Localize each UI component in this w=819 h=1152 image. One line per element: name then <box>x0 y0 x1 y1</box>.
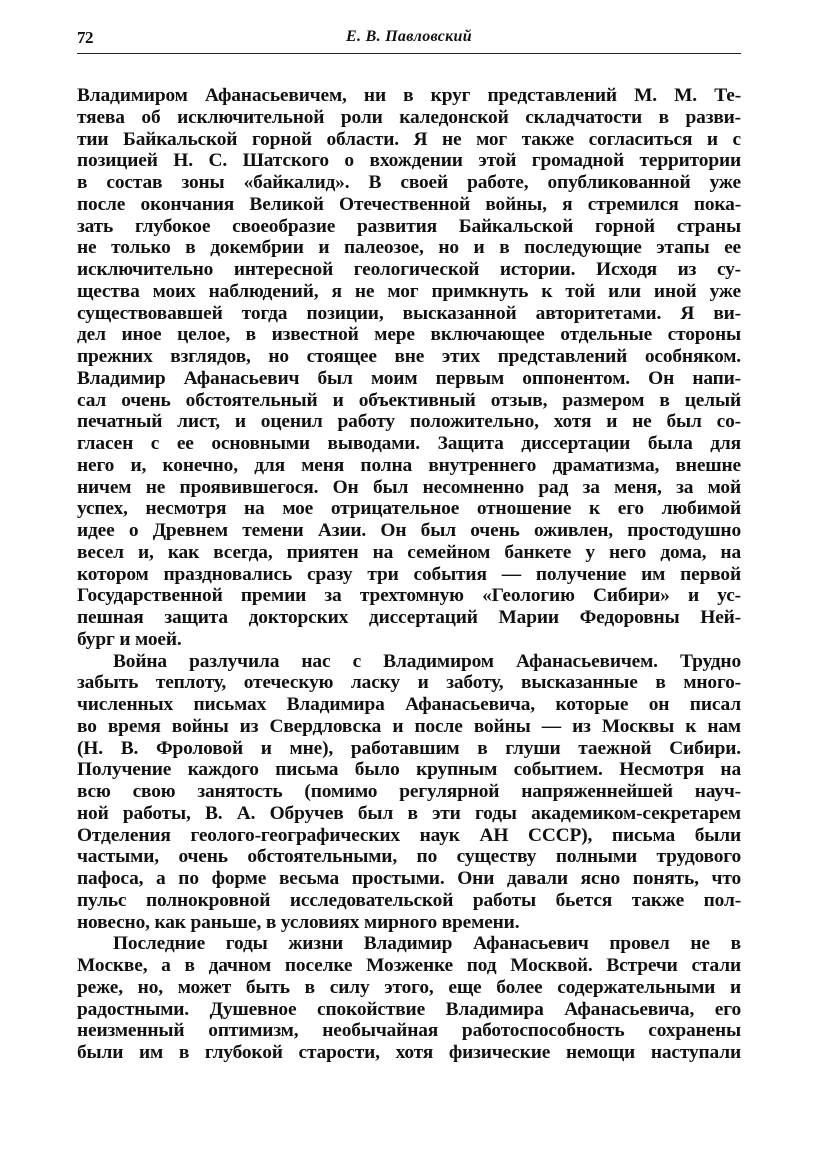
text-line: исключительно интересной геологической истории. Исходя из су- <box>77 259 741 280</box>
text-line: частыми, очень обстоятельными, по существу полными трудового <box>77 846 741 868</box>
text-line: зать глубокое своеобразие развития Байкальской горной страны <box>77 215 741 237</box>
text-line: пульс полнокровной исследовательской работы бьется также пол- <box>77 889 741 911</box>
text-line: были им в глубокой старости, хотя физические немощи наступали <box>77 1042 741 1063</box>
paragraph-3 <box>77 933 741 1064</box>
book-page <box>77 26 741 1063</box>
text-line: всю свою занятость (помимо регулярной напряженнейшей науч- <box>77 781 741 802</box>
text-line: Государственной премии за трехтомную «Геологию Сибири» и ус- <box>77 585 741 607</box>
header-rule <box>77 53 741 54</box>
page-number: 72 <box>77 28 93 47</box>
text-line: гласен с ее основными выводами. Защита диссертации была для <box>77 433 741 454</box>
text-line: тии Байкальской горной области. Я не мог также согласиться и с <box>77 128 741 150</box>
paragraph-2 <box>77 651 741 934</box>
text-line: Последние годы жизни Владимир Афанасьевич провел не в <box>113 933 741 955</box>
text-line: после окончания Великой Отечественной войны, я стремился пока- <box>77 193 741 215</box>
text-line: прежних взглядов, но стоящее вне этих представлений особняком. <box>77 346 741 367</box>
running-title-author: Е. В. Павловский <box>346 28 472 45</box>
text-line: Отделения геолого-географических наук АН СССР), письма были <box>77 824 741 846</box>
text-line: сал очень обстоятельный и объективный отзыв, размером в целый <box>77 389 741 411</box>
text-line: новесно, как раньше, в условиях мирного времени. <box>77 911 520 933</box>
paragraph-1 <box>77 85 741 651</box>
text-line: в состав зоны «байкалид». В своей работе, опубликованной уже <box>77 172 741 193</box>
text-line: не только в докембрии и палеозое, но и в последующие этапы ее <box>77 237 741 259</box>
text-line: котором праздновались сразу три события — получение им первой <box>77 563 741 585</box>
text-line: численных письмах Владимира Афанасьевича, которые он писал <box>77 694 741 715</box>
text-line: Война разлучила нас с Владимиром Афанасьевичем. Трудно <box>113 650 741 672</box>
text-line: пафоса, а по форме весьма простыми. Они давали ясно понять, что <box>77 868 741 889</box>
text-line: (Н. В. Фроловой и мне), работавшим в глуши таежной Сибири. <box>77 737 741 759</box>
text-line: щества моих наблюдений, я не мог примкнуть к той или иной уже <box>77 280 741 302</box>
text-line: бург и моей. <box>77 628 182 650</box>
text-line: Владимир Афанасьевич был моим первым оппонентом. Он напи- <box>77 367 741 389</box>
running-head <box>77 26 741 50</box>
text-line: Москве, а в дачном поселке Мозженке под Москвой. Встречи стали <box>77 955 741 976</box>
text-line: Получение каждого письма было крупным событием. Несмотря на <box>77 759 741 781</box>
text-line: него и, конечно, для меня полна внутреннего драматизма, внешне <box>77 454 741 476</box>
text-line: радостными. Душевное спокойствие Владимира Афанасьевича, его <box>77 998 741 1020</box>
text-line: дел иное целое, в известной мере включающее отдельные стороны <box>77 324 741 346</box>
text-line: забыть теплоту, отеческую ласку и заботу, высказанные в много- <box>77 672 741 694</box>
text-line: Владимиром Афанасьевичем, ни в круг представлений М. М. Те- <box>77 85 741 106</box>
text-line: существовавшей тогда позиции, высказанной авторитетами. Я ви- <box>77 302 741 324</box>
text-line: ной работы, В. А. Обручев был в эти годы академиком-секретарем <box>77 802 741 824</box>
text-line: неизменный оптимизм, необычайная работоспособность сохранены <box>77 1020 741 1042</box>
text-line: тяева об исключительной роли каледонской складчатости в разви- <box>77 106 741 128</box>
text-line: идее о Древнем темени Азии. Он был очень оживлен, простодушно <box>77 520 741 541</box>
text-line: ничем не проявившегося. Он был несомненно рад за меня, за мой <box>77 476 741 498</box>
text-line: весел и, как всегда, приятен на семейном банкете у него дома, на <box>77 541 741 563</box>
text-line: во время войны из Свердловска и после войны — из Москвы к нам <box>77 715 741 737</box>
text-line: реже, но, может быть в силу этого, еще более содержательными и <box>77 976 741 998</box>
text-line: позицией Н. С. Шатского о вхождении этой громадной территории <box>77 150 741 172</box>
text-line: пешная защита докторских диссертаций Марии Федоровны Ней- <box>77 607 741 628</box>
text-line: печатный лист, и оценил работу положительно, хотя и не был со- <box>77 411 741 433</box>
body-text <box>77 85 741 1064</box>
text-line: успех, несмотря на мое отрицательное отношение к его любимой <box>77 498 741 520</box>
